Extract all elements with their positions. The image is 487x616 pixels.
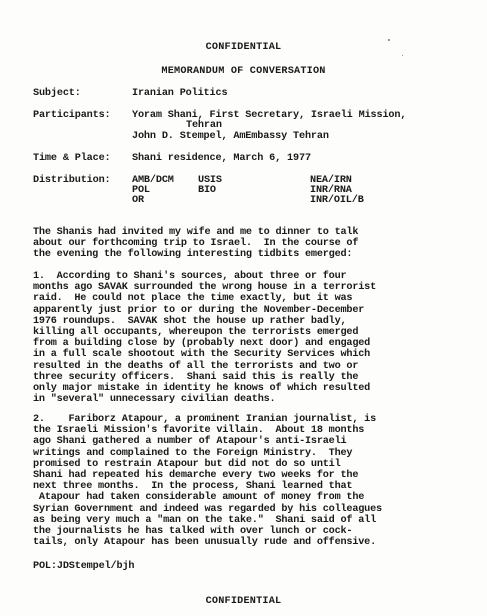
memo-title: MEMORANDUM OF CONVERSATION — [161, 66, 326, 77]
text-line: tails, only Atapour has been unusually rude and offensive. — [33, 537, 376, 549]
text-line: Atapour had taken considerable amount of money from the — [33, 492, 365, 504]
text-line: 2. Fariborz Atapour, a prominent Iranian journalist, is — [33, 414, 376, 425]
text-line: killing all occupants, whereupon the terrorists emerged — [33, 327, 359, 339]
subject-value: Iranian Politics — [132, 88, 228, 99]
intro-paragraph — [33, 227, 473, 261]
text-line: promised to restrain Atapour but did not do so until — [33, 458, 341, 470]
participants-line-3: John D. Stempel, AmEmbassy Tehran — [132, 131, 329, 142]
paragraph-2 — [33, 414, 473, 548]
text-line: ago Shani gathered a number of Atapour's anti-Israeli — [33, 436, 347, 448]
text-line: in a full scale shootout with the Security Services which — [33, 349, 371, 361]
participants-line-2: Tehran — [186, 120, 222, 131]
time-place-label: Time & Place: — [33, 153, 111, 164]
distribution-item: NEA/IRN — [310, 175, 352, 186]
distribution-label: Distribution: — [33, 175, 111, 186]
text-line: as being very much a "man on the take." Shani said of all — [33, 514, 376, 526]
distribution-item: BIO — [198, 185, 216, 196]
distribution-item: USIS — [198, 175, 222, 186]
scan-speck — [402, 55, 403, 56]
distribution-item: INR/OIL/B — [310, 195, 364, 206]
text-line: 1. According to Shani's sources, about three or four — [33, 271, 347, 282]
distribution-item: POL — [132, 185, 150, 196]
text-line: Shani had repeated his demarche every two weeks for the — [33, 470, 359, 482]
distribution-item: INR/RNA — [310, 185, 352, 196]
text-line: apparently just prior to or during the November-December — [33, 304, 365, 316]
text-line: only major mistake in identity he knows of which resulted — [33, 383, 371, 395]
distribution-item: AMB/DCM — [132, 175, 174, 186]
text-line: 1976 roundups. SAVAK shot the house up rather badly, — [33, 315, 347, 327]
text-line: raid. He could not place the time exactly, but it was — [33, 293, 353, 305]
classification-bottom: CONFIDENTIAL — [205, 596, 282, 607]
text-line: the Israeli Mission's favorite villain. About 18 months — [33, 425, 365, 437]
text-line: the evening the following interesting tidbits emerged: — [33, 249, 353, 261]
text-line: three security officers. Shani said this is really the — [33, 371, 359, 383]
text-line: Syrian Government and indeed was regarded by his colleagues — [33, 503, 382, 515]
text-line: from a building close by (probably next door) and engaged — [33, 338, 371, 350]
distribution-item: OR — [132, 195, 144, 206]
paragraph-1 — [33, 271, 473, 405]
classification-top: CONFIDENTIAL — [205, 42, 282, 53]
text-line: in "several" unnecessary civilian deaths. — [33, 394, 276, 406]
text-line: writings and complained to the Foreign Ministry. They — [33, 447, 353, 459]
time-place-value: Shani residence, March 6, 1977 — [132, 153, 311, 164]
participants-label: Participants: — [33, 110, 111, 121]
subject-label: Subject: — [33, 88, 81, 99]
text-line: next three months. In the process, Shani learned that — [33, 481, 353, 493]
scan-speck — [388, 39, 390, 41]
participants-line-1: Yoram Shani, First Secretary, Israeli Mission, — [132, 110, 407, 121]
text-line: months ago SAVAK surrounded the wrong house in a terrorist — [33, 282, 376, 294]
text-line: The Shanis had invited my wife and me to dinner to talk — [33, 227, 359, 238]
drafter-line: POL:JDStempel/bjh — [33, 561, 135, 572]
text-line: about our forthcoming trip to Israel. In the course of — [33, 238, 359, 250]
text-line: resulted in the deaths of all the terrorists and two or — [33, 360, 359, 372]
text-line: the journalists he has talked with over lunch or cock- — [33, 526, 353, 538]
